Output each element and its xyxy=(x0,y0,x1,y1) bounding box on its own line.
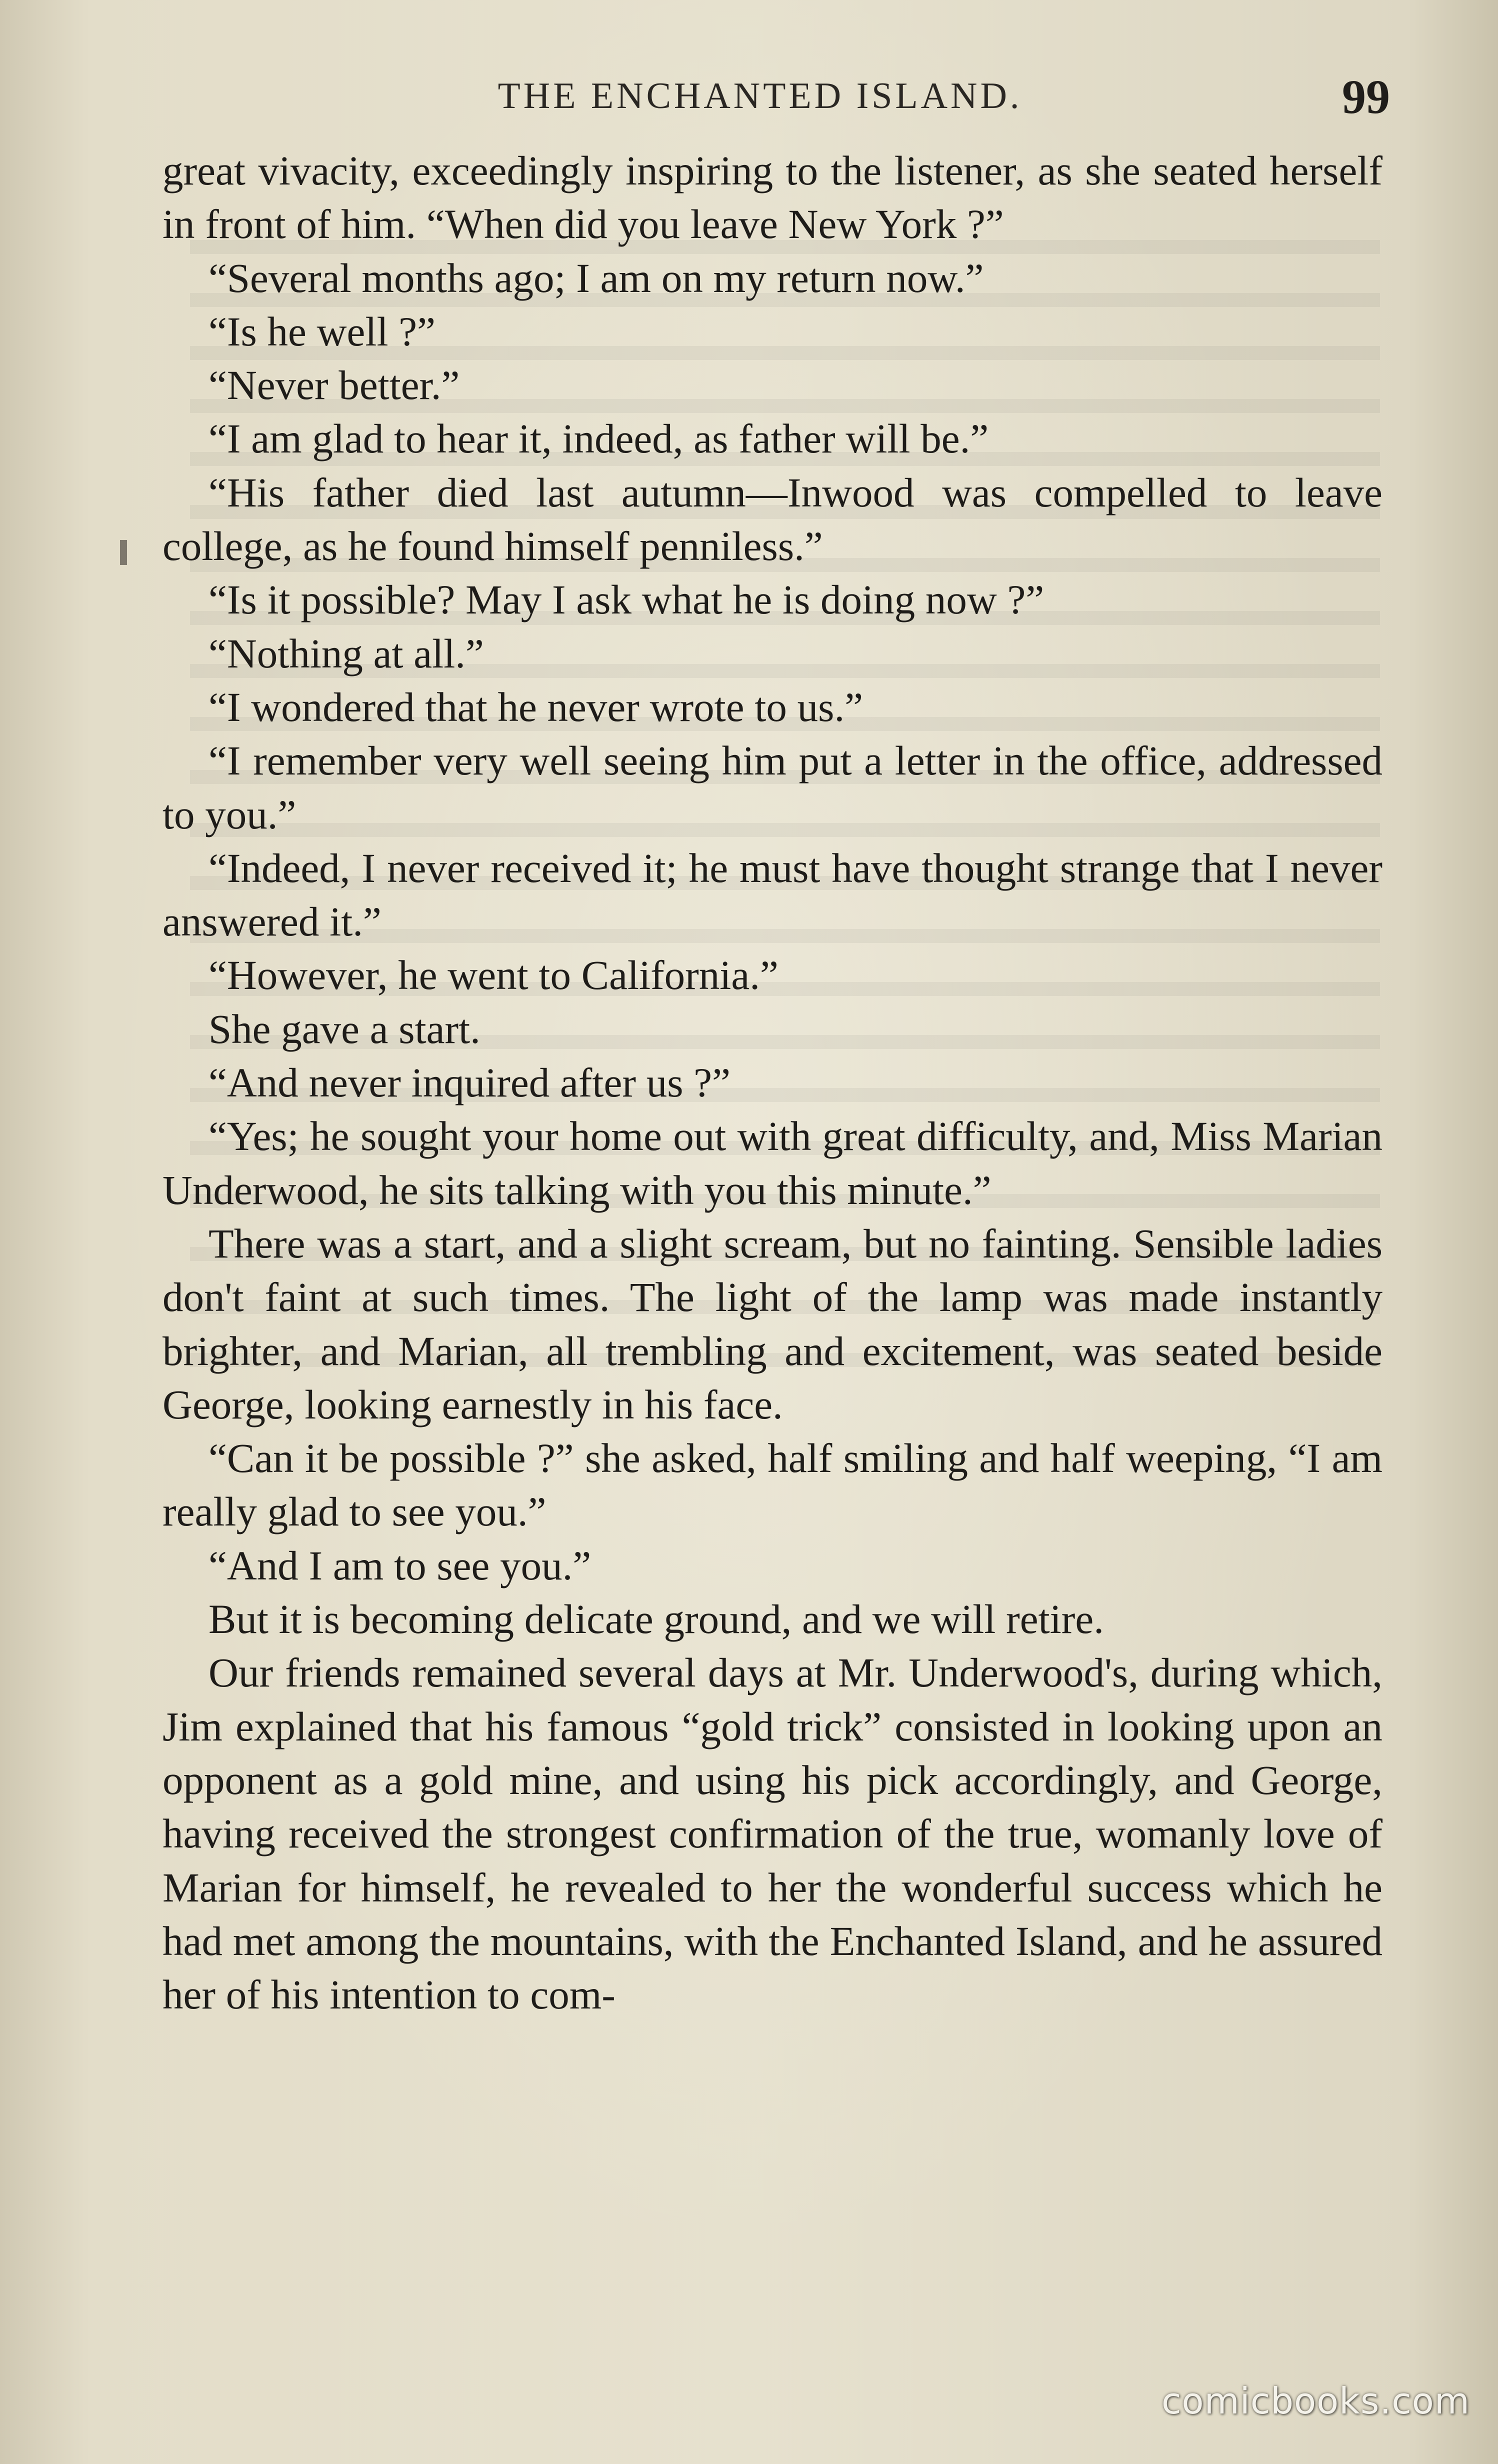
paragraph: “However, he went to California.” xyxy=(208,952,778,998)
paragraph: “And never inquired after us ?” xyxy=(208,1060,730,1106)
paragraph: “Never better.” xyxy=(208,362,460,408)
paragraph: “I wondered that he never wrote to us.” xyxy=(208,684,864,730)
paragraph: “Is he well ?” xyxy=(208,308,436,354)
running-head: THE ENCHANTED ISLAND. xyxy=(498,76,1022,116)
watermark: comicbooks.com xyxy=(1161,2380,1470,2422)
paragraph: “Several months ago; I am on my return now.” xyxy=(208,254,984,301)
paragraph: “I remember very well seeing him put a letter in the office, addressed to you.” xyxy=(162,738,1382,838)
paragraph: She gave a start. xyxy=(208,1006,480,1052)
paragraph: Our friends remained several days at Mr. Underwood's, during which, Jim explained that his famous “gold trick” consisted in looking upon an opponent as a gold mine, and using his pick accordingly, and George, having received the strongest confirmation of the true, womanly love of Marian for himself, he revealed to her the wonderful success which he had met among the mountains, with the Enchanted Island, and he assured her of his intention to com- xyxy=(162,1650,1382,2018)
paragraph: “Yes; he sought your home out with great difficulty, and, Miss Marian Underwood, he sits talking with you this minute.” xyxy=(162,1113,1382,1213)
paragraph: “I am glad to hear it, indeed, as father will be.” xyxy=(208,416,989,462)
paragraph: There was a start, and a slight scream, but no fainting. Sensible ladies don't faint at such times. The light of the lamp was made instantly brighter, and Marian, all trembling and excitement, was seated beside George, looking earnestly in his face. xyxy=(162,1220,1382,1428)
paragraph: “Is it possible? May I ask what he is doing now ?” xyxy=(208,576,1044,623)
paragraph: But it is becoming delicate ground, and we will retire. xyxy=(208,1596,1104,1642)
paragraph: “Nothing at all.” xyxy=(208,630,484,676)
paragraph: “Indeed, I never received it; he must have thought strange that I never answered it.” xyxy=(162,844,1382,945)
paragraph: “And I am to see you.” xyxy=(208,1542,592,1588)
page-number: 99 xyxy=(1342,70,1390,124)
margin-mark xyxy=(120,540,127,565)
paragraph: great vivacity, exceedingly inspiring to the listener, as she seated herself in front of him. “When did you leave New York ?” xyxy=(162,148,1382,248)
paragraph: “Can it be possible ?” she asked, half smiling and half weeping, “I am really glad to see you.” xyxy=(162,1435,1382,1535)
paragraph: “His father died last autumn—Inwood was compelled to leave college, as he found himself penniless.” xyxy=(162,469,1382,570)
body-text xyxy=(162,144,1382,2022)
